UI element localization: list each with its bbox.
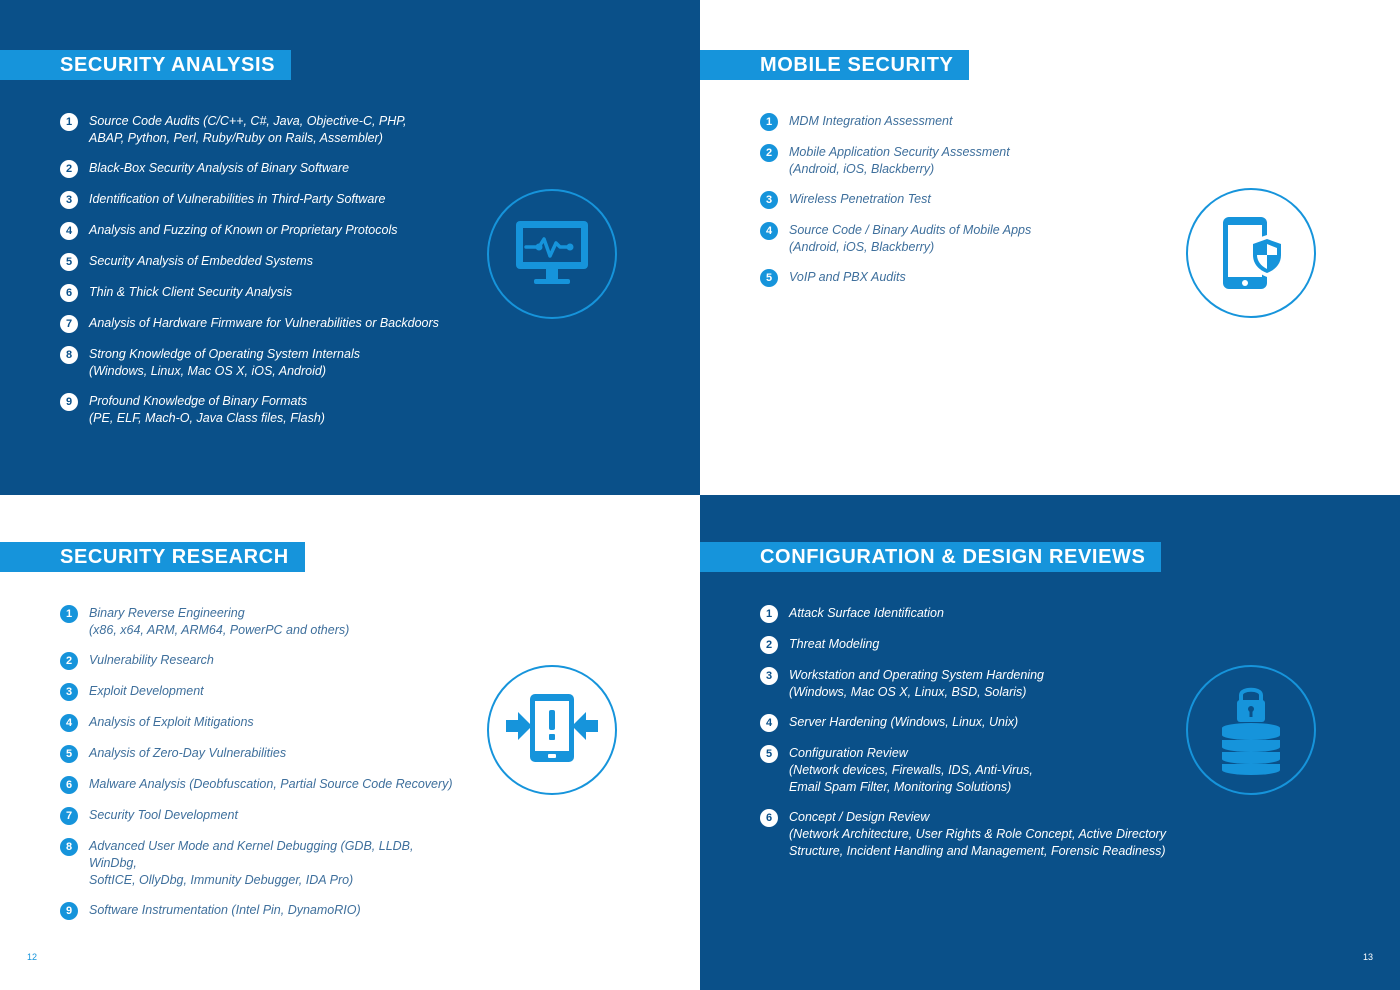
item-text-line: Security Analysis of Embedded Systems bbox=[89, 254, 313, 268]
item-text-line: (Android, iOS, Blackberry) bbox=[789, 240, 935, 254]
item-text bbox=[789, 222, 1031, 256]
item-number-badge: 3 bbox=[60, 683, 78, 701]
list-item bbox=[60, 776, 460, 794]
item-text bbox=[89, 776, 453, 793]
monitor-pulse-icon bbox=[487, 189, 617, 319]
item-text-line: ABAP, Python, Perl, Ruby/Ruby on Rails, Assembler) bbox=[89, 131, 383, 145]
item-list bbox=[60, 113, 460, 440]
list-item bbox=[60, 160, 460, 178]
item-text-line: Binary Reverse Engineering bbox=[89, 606, 245, 620]
item-text bbox=[789, 144, 1010, 178]
item-text-line: VoIP and PBX Audits bbox=[789, 270, 906, 284]
list-item bbox=[760, 191, 1160, 209]
section-title: MOBILE SECURITY bbox=[700, 50, 969, 80]
config-design-panel bbox=[700, 495, 1400, 990]
item-text-line: Mobile Application Security Assessment bbox=[789, 145, 1010, 159]
section-title: SECURITY RESEARCH bbox=[0, 542, 305, 572]
item-text-line: SoftICE, OllyDbg, Immunity Debugger, IDA Pro) bbox=[89, 873, 354, 887]
list-item bbox=[60, 745, 460, 763]
item-text bbox=[89, 160, 349, 177]
item-number-badge: 8 bbox=[60, 838, 78, 856]
list-item bbox=[60, 393, 460, 427]
list-item bbox=[760, 269, 1160, 287]
list-item bbox=[60, 113, 460, 147]
item-number-badge: 9 bbox=[60, 393, 78, 411]
list-item bbox=[760, 605, 1180, 623]
item-text-line: (Network Architecture, User Rights & Role Concept, Active Directory bbox=[789, 827, 1166, 841]
item-text bbox=[789, 269, 906, 286]
item-text bbox=[789, 605, 944, 622]
item-number-badge: 3 bbox=[760, 191, 778, 209]
item-number-badge: 4 bbox=[760, 222, 778, 240]
item-text-line: (Windows, Mac OS X, Linux, BSD, Solaris) bbox=[789, 685, 1027, 699]
item-text-line: Profound Knowledge of Binary Formats bbox=[89, 394, 308, 408]
item-text-line: Workstation and Operating System Hardening bbox=[789, 668, 1044, 682]
item-text bbox=[89, 253, 313, 270]
item-text bbox=[89, 838, 460, 889]
item-text-line: (Windows, Linux, Mac OS X, iOS, Android) bbox=[89, 364, 327, 378]
item-number-badge: 3 bbox=[760, 667, 778, 685]
list-item bbox=[60, 605, 460, 639]
list-item bbox=[60, 222, 460, 240]
list-item bbox=[60, 284, 460, 302]
list-item bbox=[760, 144, 1160, 178]
list-item bbox=[60, 683, 460, 701]
item-text-line: Strong Knowledge of Operating System Internals bbox=[89, 347, 360, 361]
item-number-badge: 6 bbox=[760, 809, 778, 827]
item-text-line: (Android, iOS, Blackberry) bbox=[789, 162, 935, 176]
item-text-line: Source Code / Binary Audits of Mobile Apps bbox=[789, 223, 1032, 237]
phone-shield-icon bbox=[1186, 188, 1316, 318]
item-number-badge: 5 bbox=[760, 745, 778, 763]
item-list bbox=[760, 605, 1180, 873]
item-text-line: Identification of Vulnerabilities in Third-Party Software bbox=[89, 192, 386, 206]
item-text-line: Thin & Thick Client Security Analysis bbox=[89, 285, 293, 299]
page-number-left: 12 bbox=[27, 952, 38, 962]
database-lock-icon bbox=[1186, 665, 1316, 795]
section-title: CONFIGURATION & DESIGN REVIEWS bbox=[700, 542, 1161, 572]
item-number-badge: 2 bbox=[60, 160, 78, 178]
list-item bbox=[60, 807, 460, 825]
item-text bbox=[89, 605, 349, 639]
item-number-badge: 9 bbox=[60, 902, 78, 920]
item-number-badge: 1 bbox=[60, 605, 78, 623]
item-text-line: Analysis of Zero-Day Vulnerabilities bbox=[89, 746, 287, 760]
security-research-panel bbox=[0, 495, 700, 990]
item-text-line: Configuration Review bbox=[789, 746, 908, 760]
item-text bbox=[89, 902, 361, 919]
item-number-badge: 7 bbox=[60, 807, 78, 825]
item-list bbox=[760, 113, 1160, 300]
item-text bbox=[89, 222, 397, 239]
list-item bbox=[60, 191, 460, 209]
tablet-alert-icon bbox=[487, 665, 617, 795]
list-item bbox=[760, 222, 1160, 256]
item-text bbox=[89, 346, 360, 380]
item-text bbox=[789, 667, 1044, 701]
mobile-security-panel bbox=[700, 0, 1400, 495]
item-number-badge: 1 bbox=[760, 113, 778, 131]
item-text-line: Source Code Audits (C/C++, C#, Java, Objective-C, PHP, bbox=[89, 114, 407, 128]
item-text bbox=[789, 714, 1018, 731]
item-text-line: MDM Integration Assessment bbox=[789, 114, 953, 128]
item-number-badge: 5 bbox=[60, 745, 78, 763]
item-number-badge: 4 bbox=[60, 222, 78, 240]
item-number-badge: 2 bbox=[760, 144, 778, 162]
item-text-line: (PE, ELF, Mach-O, Java Class files, Flash) bbox=[89, 411, 325, 425]
item-number-badge: 6 bbox=[60, 284, 78, 302]
item-text bbox=[89, 652, 214, 669]
item-text bbox=[89, 315, 439, 332]
item-number-badge: 6 bbox=[60, 776, 78, 794]
security-analysis-panel bbox=[0, 0, 700, 495]
item-number-badge: 4 bbox=[760, 714, 778, 732]
list-item bbox=[60, 253, 460, 271]
item-text-line: Analysis of Exploit Mitigations bbox=[89, 715, 254, 729]
item-text-line: Server Hardening (Windows, Linux, Unix) bbox=[789, 715, 1019, 729]
item-number-badge: 5 bbox=[60, 253, 78, 271]
item-text-line: (x86, x64, ARM, ARM64, PowerPC and others) bbox=[89, 623, 350, 637]
item-text bbox=[789, 113, 952, 130]
item-text-line: Wireless Penetration Test bbox=[789, 192, 931, 206]
item-number-badge: 4 bbox=[60, 714, 78, 732]
item-text-line: Attack Surface Identification bbox=[789, 606, 944, 620]
item-text-line: (Network devices, Firewalls, IDS, Anti-Virus, bbox=[789, 763, 1033, 777]
item-text bbox=[89, 683, 204, 700]
item-number-badge: 7 bbox=[60, 315, 78, 333]
item-text-line: Vulnerability Research bbox=[89, 653, 214, 667]
list-item bbox=[760, 714, 1180, 732]
item-text bbox=[789, 191, 931, 208]
item-text bbox=[89, 714, 254, 731]
item-text-line: Security Tool Development bbox=[89, 808, 238, 822]
item-text bbox=[89, 393, 325, 427]
item-text-line: Threat Modeling bbox=[789, 637, 880, 651]
item-text-line: Black-Box Security Analysis of Binary Software bbox=[89, 161, 350, 175]
item-text bbox=[789, 809, 1166, 860]
list-item bbox=[60, 346, 460, 380]
list-item bbox=[60, 902, 460, 920]
item-number-badge: 2 bbox=[60, 652, 78, 670]
list-item bbox=[60, 315, 460, 333]
item-number-badge: 1 bbox=[760, 605, 778, 623]
item-text bbox=[89, 745, 286, 762]
item-text-line: Analysis and Fuzzing of Known or Proprietary Protocols bbox=[89, 223, 398, 237]
list-item bbox=[760, 636, 1180, 654]
list-item bbox=[60, 838, 460, 889]
item-number-badge: 3 bbox=[60, 191, 78, 209]
list-item bbox=[60, 652, 460, 670]
item-number-badge: 2 bbox=[760, 636, 778, 654]
item-list bbox=[60, 605, 460, 933]
list-item bbox=[760, 745, 1180, 796]
item-number-badge: 8 bbox=[60, 346, 78, 364]
item-text bbox=[89, 113, 407, 147]
item-text-line: Email Spam Filter, Monitoring Solutions) bbox=[789, 780, 1012, 794]
list-item bbox=[60, 714, 460, 732]
item-number-badge: 1 bbox=[60, 113, 78, 131]
item-text-line: Software Instrumentation (Intel Pin, DynamoRIO) bbox=[89, 903, 361, 917]
item-text bbox=[89, 284, 292, 301]
item-text bbox=[89, 191, 385, 208]
item-text-line: Malware Analysis (Deobfuscation, Partial Source Code Recovery) bbox=[89, 777, 453, 791]
list-item bbox=[760, 667, 1180, 701]
item-text bbox=[789, 745, 1033, 796]
item-text-line: Structure, Incident Handling and Management, Forensic Readiness) bbox=[789, 844, 1166, 858]
item-text-line: Advanced User Mode and Kernel Debugging (GDB, LLDB, WinDbg, bbox=[89, 839, 414, 870]
section-title: SECURITY ANALYSIS bbox=[0, 50, 291, 80]
item-number-badge: 5 bbox=[760, 269, 778, 287]
item-text bbox=[789, 636, 879, 653]
item-text-line: Exploit Development bbox=[89, 684, 204, 698]
page-number-right: 13 bbox=[1363, 952, 1374, 962]
list-item bbox=[760, 809, 1180, 860]
list-item bbox=[760, 113, 1160, 131]
item-text-line: Analysis of Hardware Firmware for Vulnerabilities or Backdoors bbox=[89, 316, 439, 330]
item-text-line: Concept / Design Review bbox=[789, 810, 930, 824]
item-text bbox=[89, 807, 238, 824]
